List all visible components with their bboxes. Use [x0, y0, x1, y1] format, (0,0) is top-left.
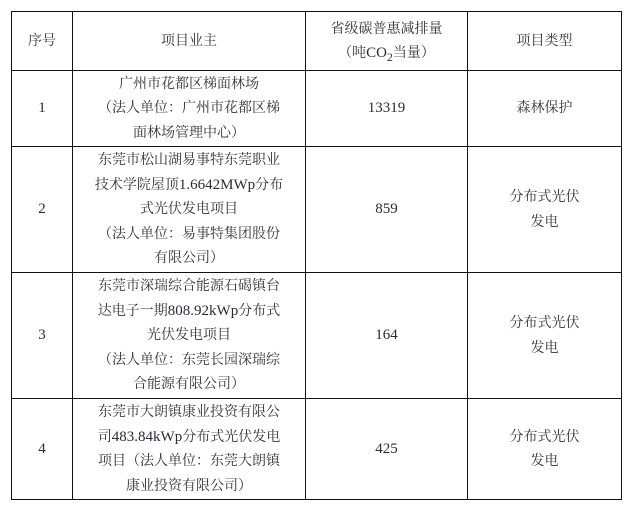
owner-cell [73, 147, 306, 273]
header-seq: 序号 [12, 12, 73, 71]
type-cell [468, 147, 622, 273]
header-reduction [306, 12, 468, 71]
owner-cell [73, 71, 306, 147]
owner-line: 有限公司） [154, 250, 224, 267]
unit-close: 当量） [392, 45, 435, 61]
type-line: 分布式光伏 [509, 315, 580, 331]
owner-line: 司483.84kWp分布式光伏发电 [97, 428, 281, 445]
type-line: 分布式光伏 [509, 189, 580, 205]
reduction-cell: 164 [306, 273, 468, 399]
type-line: 分布式光伏 [509, 428, 580, 445]
owner-line: （法人单位：易事特集团股份 [98, 225, 280, 242]
owner-line: 合能源有限公司） [133, 376, 245, 393]
unit-co: CO [366, 45, 387, 61]
owner-cell [73, 399, 306, 500]
owner-line: 东莞市深瑞综合能源石碣镇台 [98, 278, 280, 295]
header-reduction-line1: 省级碳普惠减排量 [330, 20, 443, 37]
header-owner: 项目业主 [73, 12, 306, 71]
seq-cell: 2 [12, 147, 73, 273]
table-row [12, 71, 622, 147]
unit-open: （吨 [338, 45, 367, 61]
owner-line: 式光伏发电项目 [140, 201, 238, 218]
owner-line: 达电子一期808.92kWp分布式 [97, 302, 281, 319]
reduction-cell: 13319 [306, 71, 468, 147]
owner-line: 光伏发电项目 [147, 327, 231, 344]
type-line: 发电 [530, 453, 559, 469]
reduction-cell: 425 [306, 399, 468, 500]
owner-line: 东莞市大朗镇康业投资有限公 [98, 404, 280, 420]
type-line: 发电 [530, 213, 559, 230]
type-line: 发电 [530, 339, 559, 356]
owner-line: 项目（法人单位：东莞大朗镇 [98, 453, 280, 469]
header-row [12, 12, 622, 71]
unit-sub: 2 [386, 49, 393, 64]
owner-line: 技术学院屋顶1.6642MWp分布 [94, 176, 284, 193]
table-row [12, 273, 622, 399]
owner-line: （法人单位：广州市花都区梯 [98, 100, 280, 117]
owner-cell [73, 273, 306, 399]
type-cell [468, 71, 622, 147]
owner-line: 康业投资有限公司） [126, 477, 252, 494]
owner-line: （法人单位：东莞长园深瑞综 [98, 351, 280, 368]
carbon-reduction-table [11, 11, 622, 500]
table-row [12, 147, 622, 273]
seq-cell: 1 [12, 71, 73, 147]
seq-cell: 3 [12, 273, 73, 399]
header-reduction-unit [310, 41, 463, 66]
type-line: 森林保护 [516, 100, 573, 117]
owner-line: 面林场管理中心） [133, 124, 245, 141]
table-row [12, 399, 622, 500]
reduction-cell: 859 [306, 147, 468, 273]
header-type: 项目类型 [468, 12, 622, 71]
owner-line: 广州市花都区梯面林场 [119, 75, 259, 92]
type-cell [468, 399, 622, 500]
seq-cell: 4 [12, 399, 73, 500]
type-cell [468, 273, 622, 399]
owner-line: 东莞市松山湖易事特东莞职业 [98, 152, 280, 169]
